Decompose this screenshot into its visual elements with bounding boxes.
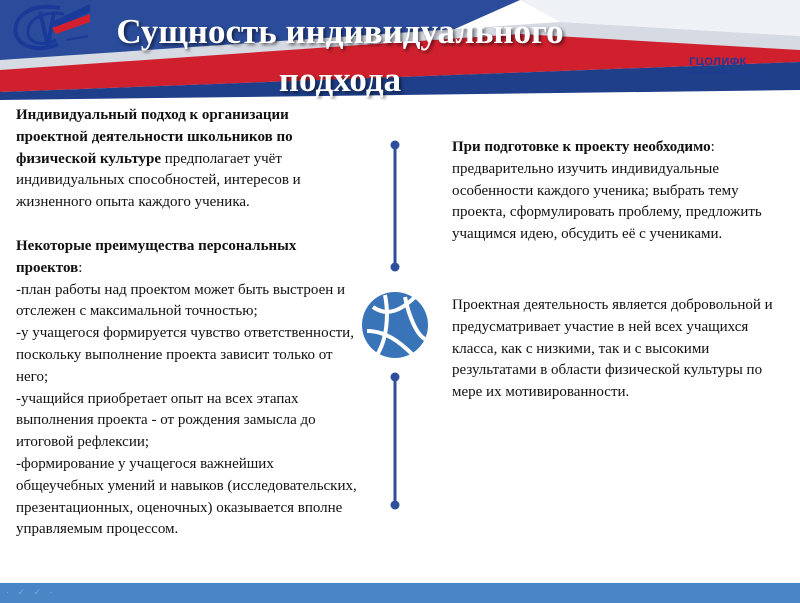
footer-marks: · ✓ ✓ · <box>6 587 56 597</box>
vertical-timeline <box>355 135 435 515</box>
logo-name: ГЦОЛИФК <box>689 56 747 68</box>
right-column <box>452 137 787 404</box>
slide-header <box>0 0 800 100</box>
preparation-paragraph <box>452 137 787 246</box>
intro-paragraph <box>16 105 361 214</box>
left-column <box>16 105 361 541</box>
slide-title <box>40 8 640 100</box>
logo-subtitle: РОССИЙСКИЙ УНИВЕРСИТЕТ СПОРТА <box>677 70 755 75</box>
advantages-bold: Некоторые преимущества персональных проектов <box>16 237 297 276</box>
advantages-heading <box>16 236 361 280</box>
title-line-2: подхода <box>278 60 402 99</box>
advantages-colon: : <box>78 259 83 276</box>
preparation-bold: При подготовке к проекту необходимо <box>452 139 711 155</box>
advantage-item: -у учащегося формируется чувство ответственности, поскольку выполнение проекта зависит только от него; <box>16 325 354 385</box>
advantage-item: -план работы над проектом может быть выстроен и отслежен с максимальной точностью; <box>16 281 346 320</box>
title-line-1: Сущность индивидуального <box>116 12 564 51</box>
globe-icon <box>362 292 428 358</box>
timeline-dot-mid-bottom <box>391 373 400 382</box>
advantage-item: -формирование у учащегося важнейших общеучебных умений и навыков (исследовательских, презентационных, оценочных) оказывается вполне управляемым процессом. <box>16 455 357 538</box>
footer-bar <box>0 583 800 603</box>
note-paragraph: Проектная деятельность является добровольной и предусматривает участие в ней всех учащихся класса, как с низкими, так и с высокими результатами в области физической культуры по мере их мотивированности. <box>452 296 773 401</box>
university-logo-icon <box>0 0 96 60</box>
advantage-item: -учащийся приобретает опыт на всех этапах выполнения проекта - от рождения замысла до итоговой рефлексии; <box>16 390 316 451</box>
timeline-dot-top <box>391 141 400 150</box>
intro-bold: Индивидуальный подход к организации проектной деятельности школьников по физической культуре <box>16 107 293 167</box>
preparation-rest: : предварительно изучить индивидуальные особенности каждого ученика; выбрать тему проекта, сформулировать проблему, предложить учащимся идею, обсудить её с учениками. <box>452 139 762 243</box>
timeline-dot-bottom <box>391 501 400 510</box>
timeline-dot-mid-top <box>391 263 400 272</box>
intro-rest: предполагает учёт индивидуальных способностей, интересов и жизненного опыта каждого ученика. <box>16 150 301 211</box>
